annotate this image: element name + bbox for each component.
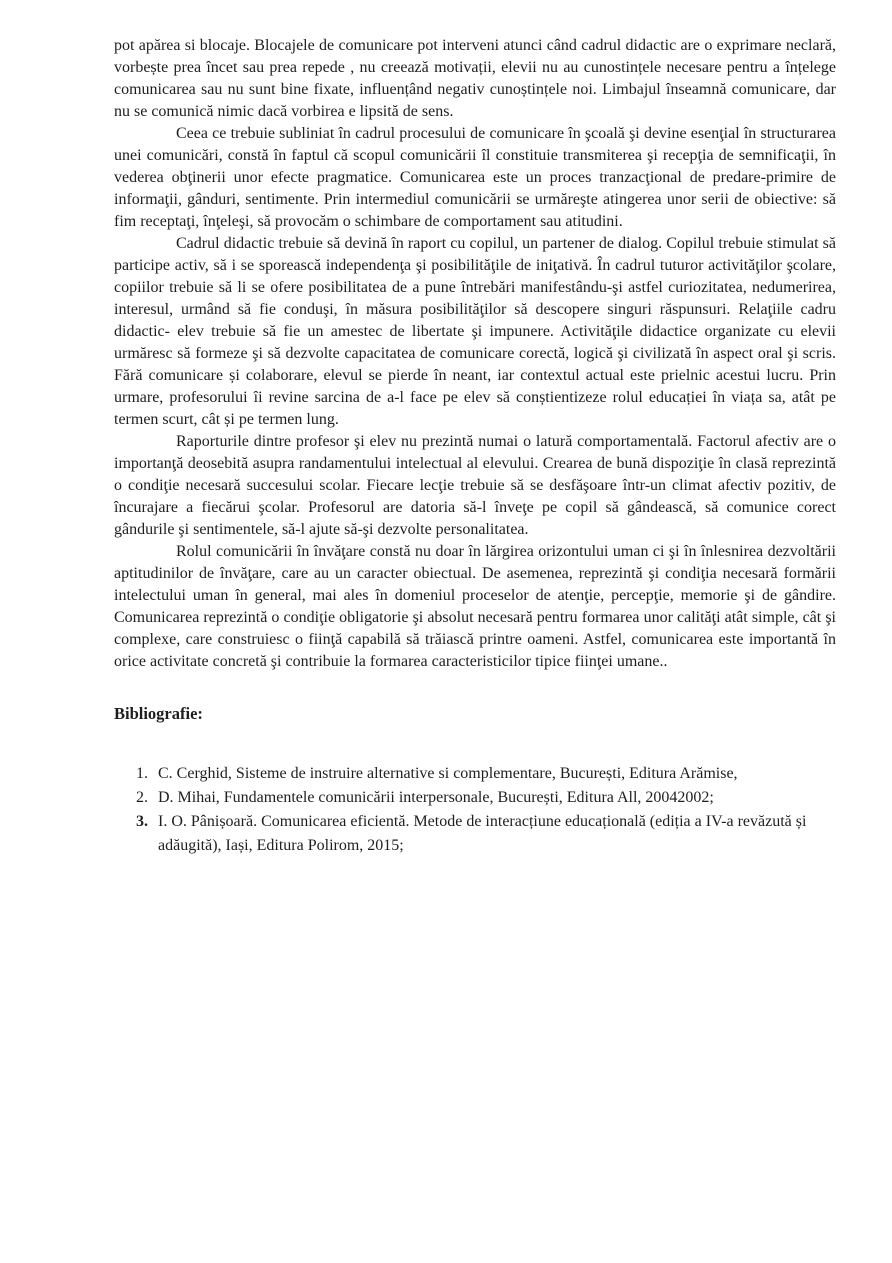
body-paragraph-5: Rolul comunicării în învăţare constă nu doar în lărgirea orizontului uman ci şi în înlesnirea dezvoltării aptitudinilor de învăţare, care au un caracter obiectual. De asemenea, reprezintă şi condiţia necesară formării intelectului uman în general, mai ales în domeniul proceselor de atenţie, percepţie, memorie şi de gândire. Comunicarea reprezintă o condiţie obligatorie şi absolut necesară pentru formarea unor calităţi atât simple, cât şi complexe, care construiesc o fiinţă capabilă să trăiască printre oameni. Astfel, comunicarea este importantă în orice activitate concretă şi contribuie la formarea caracteristicilor tipice fiinţei umane.. [114, 543, 836, 670]
bibliography-item-3-text: I. O. Pânișoară. Comunicarea eficientă. Metode de interacțiune educațională (ediția a IV-a revăzută și adăugită), Iași, Editura Polirom, 2015; [158, 813, 807, 854]
bibliography-item-2-number: 2. [136, 789, 148, 806]
bibliography-item-1 [136, 762, 836, 786]
bibliography-list [114, 762, 836, 858]
bibliography-item-2 [136, 786, 836, 810]
bibliography-item-3-number: 3. [136, 813, 148, 830]
body-paragraph-2: Ceea ce trebuie subliniat în cadrul procesului de comunicare în şcoală şi devine esenţial în structurarea unei comunicări, constă în faptul că scopul comunicării îl constituie transmiterea şi recepţia de semnificaţii, în vederea obţinerii unor efecte pragmatice. Comunicarea este un proces tranzacţional de predare-primire de informaţii, gânduri, sentimente. Prin intermediul comunicării se urmăreşte atingerea unor serii de obiective: să fim receptaţi, înţeleşi, să provocăm o schimbare de comportament sau atitudini. [114, 125, 836, 230]
bibliography-item-3 [136, 810, 836, 858]
body-paragraph-3: Cadrul didactic trebuie să devină în raport cu copilul, un partener de dialog. Copilul trebuie stimulat să participe activ, să i se sporească independenţa şi posibilităţile de iniţativă. În cadrul tuturor activităţilor şcolare, copiilor trebuie să li se ofere posibilitatea de a pune întrebări manifestându-şi astfel curiozitatea, nedumerirea, interesul, urmând să fie conduşi, în măsura posibilităţilor să descopere singuri răspunsuri. Relaţiile cadru didactic- elev trebuie să fie un amestec de libertate şi impunere. Activităţile didactice organizate cu elevii urmăresc să formeze şi să dezvolte capacitatea de comunicare corectă, logică şi civilizată în aspect oral şi scris. Fără comunicare și colaborare, elevul se pierde în neant, iar contextul actual este prielnic acestui lucru. Prin urmare, profesorului îi revine sarcina de a-l face pe elev să conștientizeze rolul educației în viața sa, atât pe termen scurt, cât și pe termen lung. [114, 235, 836, 428]
bibliography-heading: Bibliografie: [114, 704, 203, 723]
bibliography-item-2-text: D. Mihai, Fundamentele comunicării interpersonale, București, Editura All, 20042002; [158, 789, 714, 806]
body-paragraph-4: Raporturile dintre profesor şi elev nu prezintă numai o latură comportamentală. Factorul afectiv are o importanţă deosebită asupra randamentului intelectual al elevului. Crearea de bună dispoziţie în clasă reprezintă o condiţie necesară succesului scolar. Fiecare lecţie trebuie să se desfăşoare într-un climat afectiv pozitiv, de încurajare a fiecărui şcolar. Profesorul are datoria să-l înveţe pe copil să gândească, să comunice corect gândurile şi sentimentele, să-l ajute să-şi dezvolte personalitatea. [114, 433, 836, 538]
bibliography-item-1-number: 1. [136, 765, 148, 782]
bibliography-item-1-text: C. Cerghid, Sisteme de instruire alternative si complementare, București, Editura Arămise, [158, 765, 738, 782]
body-paragraph-1: pot apărea si blocaje. Blocajele de comunicare pot interveni atunci când cadrul didactic are o exprimare neclară, vorbește prea încet sau prea repede , nu creează motivații, elevii nu au cunostințele necesare pentru a înțelege comunicarea sau nu sunt bine fixate, influențând negativ cunoștințele noi. Limbajul înseamnă comunicare, dar nu se comunică nimic dacă vorbirea e lipsită de sens. [114, 37, 836, 120]
